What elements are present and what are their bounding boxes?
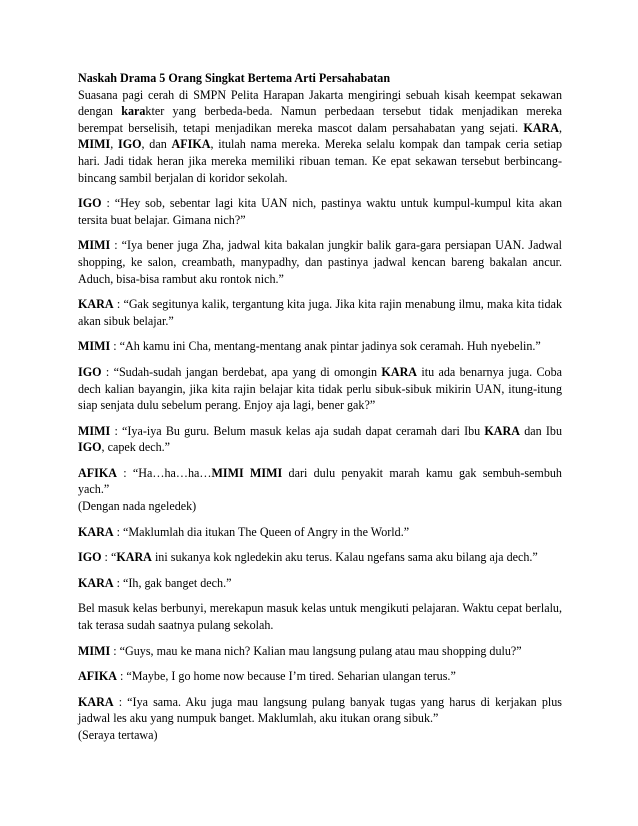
dialogue-line-14	[78, 694, 562, 744]
inline-name: KARA	[116, 550, 152, 565]
stage-direction: (Dengan nada ngeledek)	[78, 499, 197, 514]
dialogue-text: dari dulu penyakit marah kamu gak sembuh-sembuh yach.”	[78, 465, 562, 497]
speaker-name: IGO	[78, 364, 102, 379]
intro-text: , itulah nama mereka. Mereka selalu kompak dan tampak ceria setiap hari. Jadi tidak heran jika mereka memiliki ribuan teman. Ke epat sekawan tersebut berbincang-bincang sambil berjalan di koridor sekolah.	[78, 137, 562, 185]
intro-name-afika: AFIKA	[171, 137, 211, 152]
speaker-name: KARA	[78, 297, 114, 312]
dialogue-line-8	[78, 524, 562, 541]
dialogue-line-4	[78, 338, 562, 355]
inline-name: IGO	[78, 440, 102, 455]
stage-direction: (Seraya tertawa)	[78, 728, 158, 742]
intro-name-mimi: MIMI	[78, 137, 111, 152]
narration-paragraph: Bel masuk kelas berbunyi, merekapun masuk kelas untuk mengikuti pelajaran. Waktu cepat berlalu, tak terasa sudah saatnya pulang sekolah.	[78, 601, 562, 633]
dialogue-text: : “Sudah-sudah jangan berdebat, apa yang di omongin	[101, 364, 382, 379]
dialogue-text: ini sukanya kok ngledekin aku terus. Kalau ngefans sama aku bilang aja dech.”	[151, 550, 538, 565]
dialogue-line-3	[78, 296, 562, 329]
speaker-name: MIMI	[78, 339, 111, 354]
dialogue-text: : “Ah kamu ini Cha, mentang-mentang anak pintar jadinya sok ceramah. Huh nyebelin.”	[110, 339, 541, 354]
dialogue-text: : “Guys, mau ke mana nich? Kalian mau langsung pulang atau mau shopping dulu?”	[110, 643, 522, 658]
intro-paragraph	[78, 87, 562, 187]
dialogue-text: : “Iya bener juga Zha, jadwal kita bakalan jungkir balik gara-gara persiapan UAN. Jadwal shopping, ke salon, creambath, manypadhy, dan pastinya jadwal kencan bareng bakalan ancur. Aduch, bisa-bisa rambut aku rontok nich.”	[78, 238, 562, 286]
intro-text: Suasana pagi cerah di SMPN Pelita Harapan Jakarta mengiringi sebuah kisah keempat sekawan dengan	[78, 87, 562, 119]
inline-name: MIMI MIMI	[211, 465, 283, 480]
speaker-name: KARA	[78, 524, 114, 539]
intro-text: ,	[558, 120, 562, 135]
dialogue-line-10	[78, 575, 562, 592]
inline-name: KARA	[484, 423, 520, 438]
dialogue-line-5	[78, 364, 562, 414]
document-title: Naskah Drama 5 Orang Singkat Bertema Arti Persahabatan	[78, 71, 391, 85]
speaker-name: MIMI	[78, 423, 111, 438]
speaker-name: KARA	[78, 575, 114, 590]
inline-name: KARA	[381, 364, 418, 379]
speaker-name: AFIKA	[78, 465, 117, 480]
intro-name-igo: IGO	[118, 137, 142, 152]
dialogue-text: : “Ha…ha…ha…	[116, 465, 212, 480]
dialogue-text: , capek dech.”	[101, 440, 171, 455]
speaker-name: IGO	[78, 550, 102, 565]
document-page	[78, 70, 562, 753]
dialogue-text: : “Ih, gak banget dech.”	[113, 575, 232, 590]
speaker-name: KARA	[78, 694, 114, 709]
dialogue-text: itu ada benarnya juga. Coba dech kalian bayangin, jika kita rajin belajar kita tidak perlu sibuk-sibuk mikirin UAN, itung-itung siap senjata dulu sebelum perang. Enjoy aja lagi, bener gak?”	[78, 364, 562, 413]
speaker-name: MIMI	[78, 643, 111, 658]
dialogue-line-2	[78, 237, 562, 287]
speaker-name: MIMI	[78, 238, 111, 253]
dialogue-text: : “Maklumlah dia itukan The Queen of Angry in the World.”	[113, 524, 410, 539]
dialogue-text: : “Maybe, I go home now because I’m tired. Seharian ulangan terus.”	[116, 669, 456, 684]
dialogue-text: : “Hey sob, sebentar lagi kita UAN nich, pastinya waktu untuk kumpul-kumpul kita akan tersita buat belajar. Gimana nich?”	[78, 196, 562, 227]
intro-text: kter yang berbeda-beda. Namun perbedaan tersebut tidak menjadikan mereka berempat berselisih, tetapi menjadikan mereka mascot dalam persahabatan yang sejati.	[78, 104, 563, 135]
speaker-name: AFIKA	[78, 669, 117, 684]
dialogue-line-6	[78, 423, 562, 456]
intro-name-kara: KARA	[523, 120, 559, 135]
intro-text: ,	[110, 137, 119, 152]
dialogue-line-13	[78, 668, 562, 685]
dialogue-text: : “Iya sama. Aku juga mau langsung pulang banyak tugas yang harus di kerjakan plus jadwal les aku yang numpuk banget. Maklumlah, aku itukan orang sibuk.”	[78, 694, 562, 726]
speaker-name: IGO	[78, 196, 102, 211]
intro-bold-kara-fragment: kara	[121, 104, 146, 119]
intro-text: , dan	[141, 137, 172, 152]
dialogue-line-7	[78, 465, 562, 515]
dialogue-text: : “Gak segitunya kalik, tergantung kita juga. Jika kita rajin menabung ilmu, maka kita tidak akan sibuk belajar.”	[78, 297, 562, 328]
dialogue-text: : “	[101, 550, 117, 565]
dialogue-text: : “Iya-iya Bu guru. Belum masuk kelas aja sudah dapat ceramah dari Ibu	[110, 423, 485, 438]
dialogue-line-1	[78, 195, 562, 228]
dialogue-line-12	[78, 643, 562, 660]
dialogue-text: dan Ibu	[520, 423, 562, 438]
dialogue-line-9	[78, 549, 562, 566]
